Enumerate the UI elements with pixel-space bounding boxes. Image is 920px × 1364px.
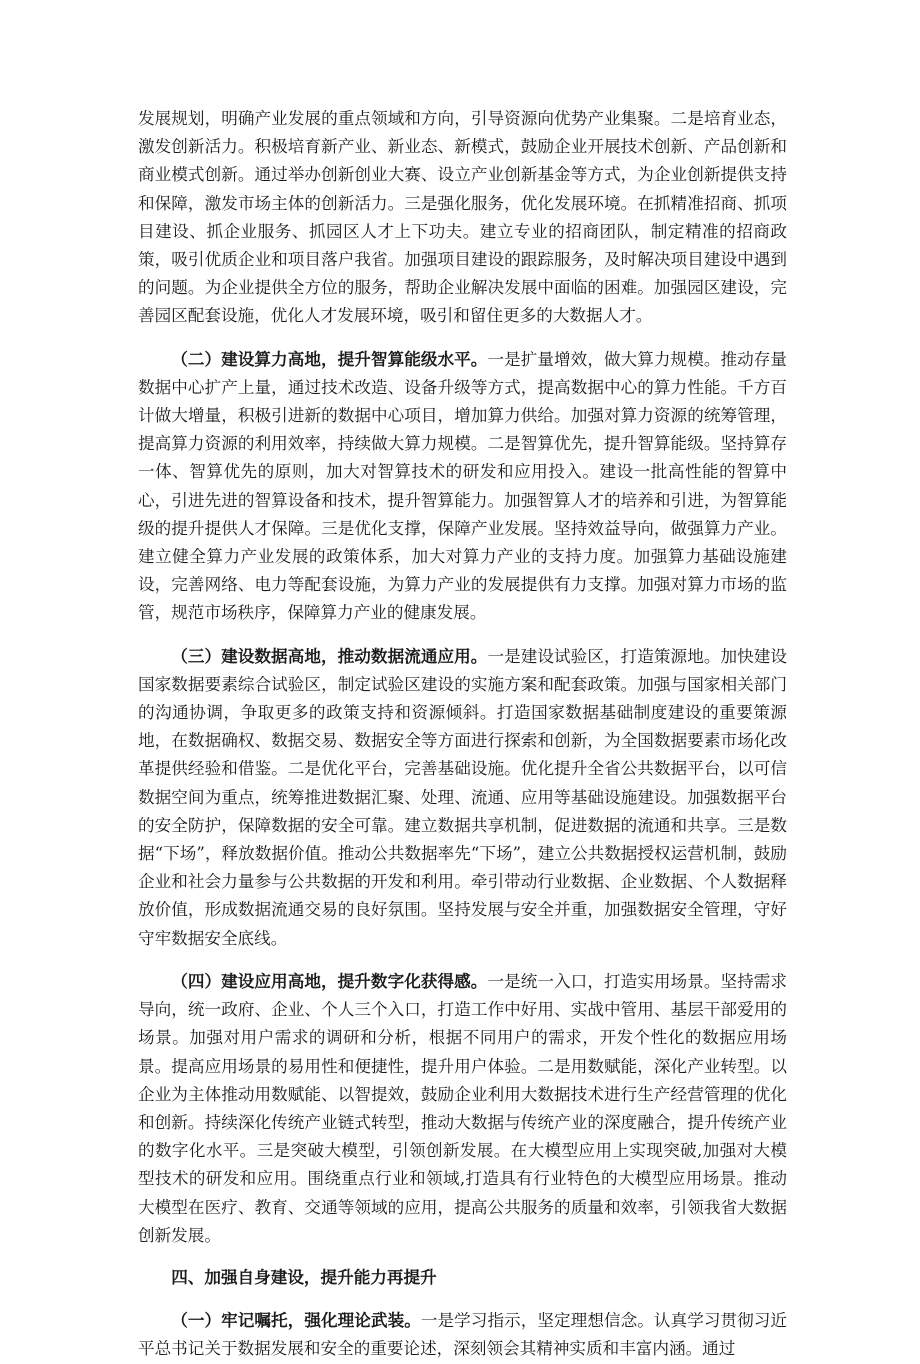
paragraph-lead: （四）建设应用高地，提升数字化获得感。	[171, 970, 488, 991]
paragraph-body: 一是建设试验区，打造策源地。加快建设国家数据要素综合试验区，制定试验区建设的实施方案和配套政策。加强与国家相关部门的沟通协调，争取更多的政策支持和资源倾斜。打造国家数据基础制度建设的重要策源地，在数据确权、数据交易、数据安全等方面进行探索和创新，为全国数据要素市场化改革提供经验和借鉴。二是优化平台，完善基础设施。优化提升全省公共数据平台，以可信数据空间为重点，统筹推进数据汇聚、处理、流通、应用等基础设施建设。加强数据平台的安全防护，保障数据的安全可靠。建立数据共享机制，促进数据的流通和共享。三是数据“下场”，释放数据价值。推动公共数据率先“下场”，建立公共数据授权运营机制，鼓励企业和社会力量参与公共数据的开发和利用。牵引带动行业数据、企业数据、个人数据释放价值，形成数据流通交易的良好氛围。坚持发展与安全并重，加强数据安全管理，守好守牢数据安全底线。	[138, 646, 788, 948]
paragraph-theory-study	[138, 1306, 787, 1363]
paragraph-lead: （三）建设数据高地，推动数据流通应用。	[171, 645, 488, 666]
paragraph-body: 一是统一入口，打造实用场景。坚持需求导向，统一政府、企业、个人三个入口，打造工作中好用、实战中管用、基层干部爱用的场景。加强对用户需求的调研和分析，根据不同用户的需求，开发个性化的数据应用场景。提高应用场景的易用性和便捷性，提升用户体验。二是用数赋能，深化产业转型。以企业为主体推动用数赋能、以智提效，鼓励企业利用大数据技术进行生产经营管理的优化和创新。持续深化传统产业链式转型，推动大数据与传统产业的深度融合，提升传统产业的数字化水平。三是突破大模型，引领创新发展。在大模型应用上实现突破,加强对大模型技术的研发和应用。围绕重点行业和领域,打造具有行业特色的大模型应用场景。推动大模型在医疗、教育、交通等领域的应用，提高公共服务的质量和效率，引领我省大数据创新发展。	[138, 971, 788, 1245]
paragraph-body: 一是学习指示，坚定理想信念。认真学习贯彻习近平总书记关于数据发展和安全的重要论述，深刻领会其精神实质和丰富内涵。通过	[138, 1311, 788, 1359]
paragraph-body: 发展规划，明确产业发展的重点领域和方向，引导资源向优势产业集聚。二是培育业态，激发创新活力。积极培育新产业、新业态、新模式，鼓励企业开展技术创新、产品创新和商业模式创新。通过举办创新创业大赛、设立产业创新基金等方式，为企业创新提供支持和保障，激发市场主体的创新活力。三是强化服务，优化发展环境。在抓精准招商、抓项目建设、抓企业服务、抓园区人才上下功夫。建立专业的招商团队，制定精准的招商政策，吸引优质企业和项目落户我省。加强项目建设的跟踪服务，及时解决项目建设中遇到的问题。为企业提供全方位的服务，帮助企业解决发展中面临的困难。加强园区建设，完善园区配套设施，优化人才发展环境，吸引和留住更多的大数据人才。	[138, 109, 787, 326]
section-heading: 四、加强自身建设，提升能力再提升	[171, 1267, 437, 1287]
paragraph-body: 一是扩量增效，做大算力规模。推动存量数据中心扩产上量，通过技术改造、设备升级等方式，提高数据中心的算力性能。千方百计做大增量，积极引进新的数据中心项目，增加算力供给。加强对算力资源的统筹管理，提高算力资源的利用效率，持续做大算力规模。二是智算优先，提升智算能级。坚持算存一体、智算优先的原则，加大对智算技术的研发和应用投入。建设一批高性能的智算中心，引进先进的智算设备和技术，提升智算能力。加强智算人才的培养和引进，为智算能级的提升提供人才保障。三是优化支撑，保障产业发展。坚持效益导向，做强算力产业。建立健全算力产业发展的政策体系，加大对算力产业的支持力度。加强算力基础设施建设，完善网络、电力等配套设施，为算力产业的发展提供有力支撑。加强对算力市场的监管，规范市场秩序，保障算力产业的健康发展。	[138, 349, 788, 623]
paragraph-lead: （二）建设算力高地，提升智算能级水平。	[171, 348, 488, 369]
paragraph-application-highland	[138, 967, 787, 1250]
paragraph-data-highland	[138, 642, 787, 953]
paragraph-lead: （一）牢记嘱托，强化理论武装。	[171, 1310, 421, 1331]
paragraph-continued	[138, 105, 787, 331]
paragraph-computing-highland	[138, 345, 787, 628]
